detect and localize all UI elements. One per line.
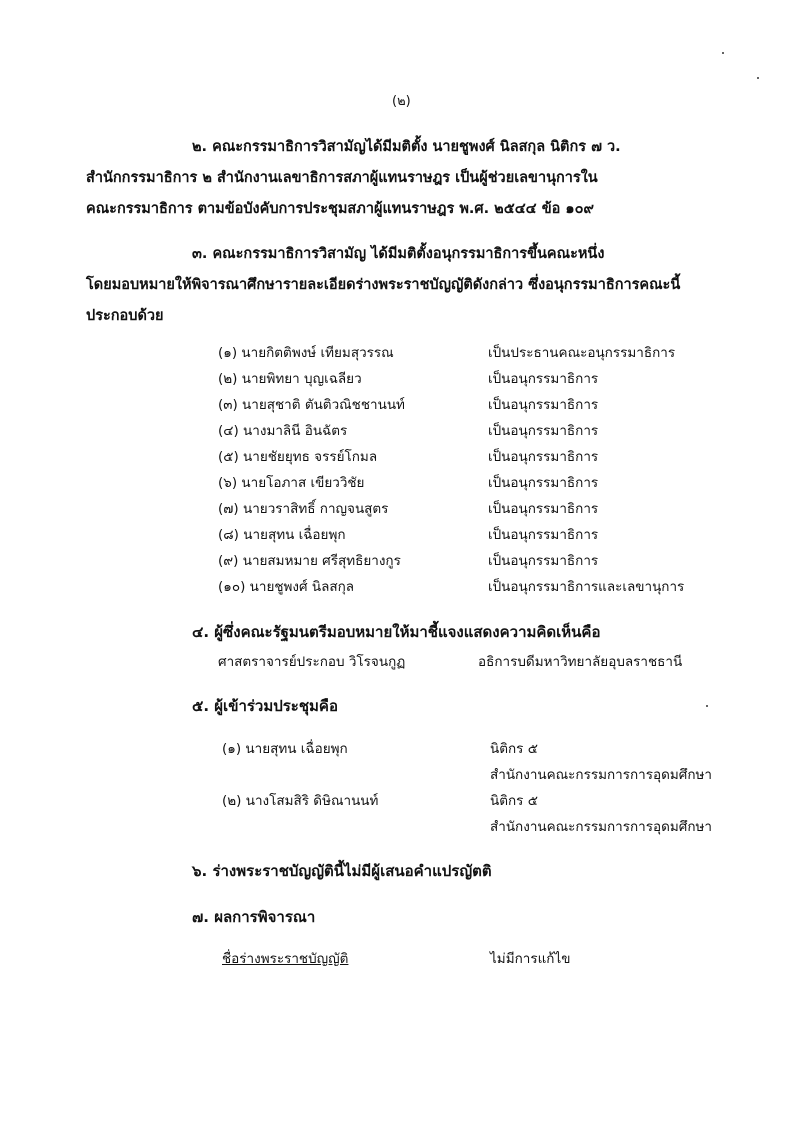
list-item [0, 341, 800, 367]
section7-heading: ๗. ผลการพิจารณา [192, 908, 316, 926]
member-role: เป็นอนุกรรมาธิการ [488, 449, 599, 465]
list-item [0, 445, 800, 471]
member-role: เป็นอนุกรรมาธิการ [488, 397, 599, 413]
list-item [0, 367, 800, 393]
attendee-office: สำนักงานคณะกรรมการการอุดมศึกษา [490, 819, 713, 835]
member-role: เป็นอนุกรรมาธิการ [488, 553, 599, 569]
list-item [0, 471, 800, 497]
member-name: (๒) นายพิทยา บุญเฉลียว [218, 371, 362, 387]
member-role: เป็นอนุกรรมาธิการ [488, 475, 599, 491]
attendee-position: นิติกร ๕ [490, 793, 538, 809]
member-role: เป็นอนุกรรมาธิการ [488, 371, 599, 387]
attendee-office: สำนักงานคณะกรรมการการอุดมศึกษา [490, 767, 713, 783]
attendee-position: นิติกร ๕ [490, 741, 538, 757]
page-number: (๒) [392, 94, 411, 109]
section7-item-label: ชื่อร่างพระราชบัญญัติ [222, 951, 349, 967]
member-name: (๙) นายสมหมาย ศรีสุทธิยางกูร [218, 553, 401, 569]
list-item [0, 419, 800, 445]
attendee-name: (๒) นางโสมสิริ ดิษิณานนท์ [222, 793, 379, 809]
member-name: (๑๐) นายชูพงศ์ นิลสกุล [218, 579, 355, 595]
para2-line1: ๒. คณะกรรมาธิการวิสามัญได้มีมติตั้ง นายชูพงศ์ นิลสกุล นิติกร ๗ ว. [192, 139, 621, 155]
section4-name: ศาสตราจารย์ประกอบ วิโรจนกูฏ [218, 654, 406, 670]
member-name: (๖) นายโอภาส เขียววิชัย [218, 475, 365, 491]
member-name: (๘) นายสุทน เฉื่อยพุก [218, 527, 346, 543]
member-role: เป็นประธานคณะอนุกรรมาธิการ [488, 345, 676, 361]
scan-speck [722, 52, 724, 54]
section4-heading: ๔. ผู้ซึ่งคณะรัฐมนตรีมอบหมายให้มาชี้แจงแสดงความคิดเห็นคือ [192, 623, 601, 641]
section7-item-result: ไม่มีการแก้ไข [490, 951, 571, 967]
list-item [0, 393, 800, 419]
section5-heading: ๕. ผู้เข้าร่วมประชุมคือ [192, 697, 338, 715]
member-name: (๔) นางมาลินี อินฉัตร [218, 423, 348, 439]
scan-speck [757, 77, 759, 79]
para2-line2: สำนักกรรมาธิการ ๒ สำนักงานเลขาธิการสภาผู้แทนราษฎร เป็นผู้ช่วยเลขานุการใน [86, 170, 598, 186]
list-item [0, 497, 800, 523]
list-item [0, 523, 800, 549]
scan-speck [706, 705, 708, 707]
section6-heading: ๖. ร่างพระราชบัญญัตินี้ไม่มีผู้เสนอคำแปรญัตติ [192, 862, 492, 880]
section4-role: อธิการบดีมหาวิทยาลัยอุบลราชธานี [478, 654, 683, 670]
member-name: (๕) นายชัยยุทธ จรรย์โกมล [218, 449, 378, 465]
member-role: เป็นอนุกรรมาธิการ [488, 423, 599, 439]
list-item [0, 575, 800, 601]
member-role: เป็นอนุกรรมาธิการและเลขานุการ [488, 579, 685, 595]
member-name: (๑) นายกิตติพงษ์ เทียมสุวรรณ [218, 345, 394, 361]
attendee-name: (๑) นายสุทน เฉื่อยพุก [222, 741, 348, 757]
member-role: เป็นอนุกรรมาธิการ [488, 501, 599, 517]
member-name: (๓) นายสุชาติ ตันติวณิชชานนท์ [218, 397, 405, 413]
member-name: (๗) นายวราสิทธิ์ กาญจนสูตร [218, 501, 389, 517]
para3-line1: ๓. คณะกรรมาธิการวิสามัญ ได้มีมติตั้งอนุกรรมาธิการขึ้นคณะหนึ่ง [192, 246, 605, 262]
list-item [0, 549, 800, 575]
member-role: เป็นอนุกรรมาธิการ [488, 527, 599, 543]
para3-line2: โดยมอบหมายให้พิจารณาศึกษารายละเอียดร่างพระราชบัญญัติดังกล่าว ซึ่งอนุกรรมาธิการคณะนี้ [86, 277, 681, 293]
para3-line3: ประกอบด้วย [86, 308, 164, 324]
para2-line3: คณะกรรมาธิการ ตามข้อบังคับการประชุมสภาผู้แทนราษฎร พ.ศ. ๒๕๔๔ ข้อ ๑๐๙ [86, 201, 595, 217]
